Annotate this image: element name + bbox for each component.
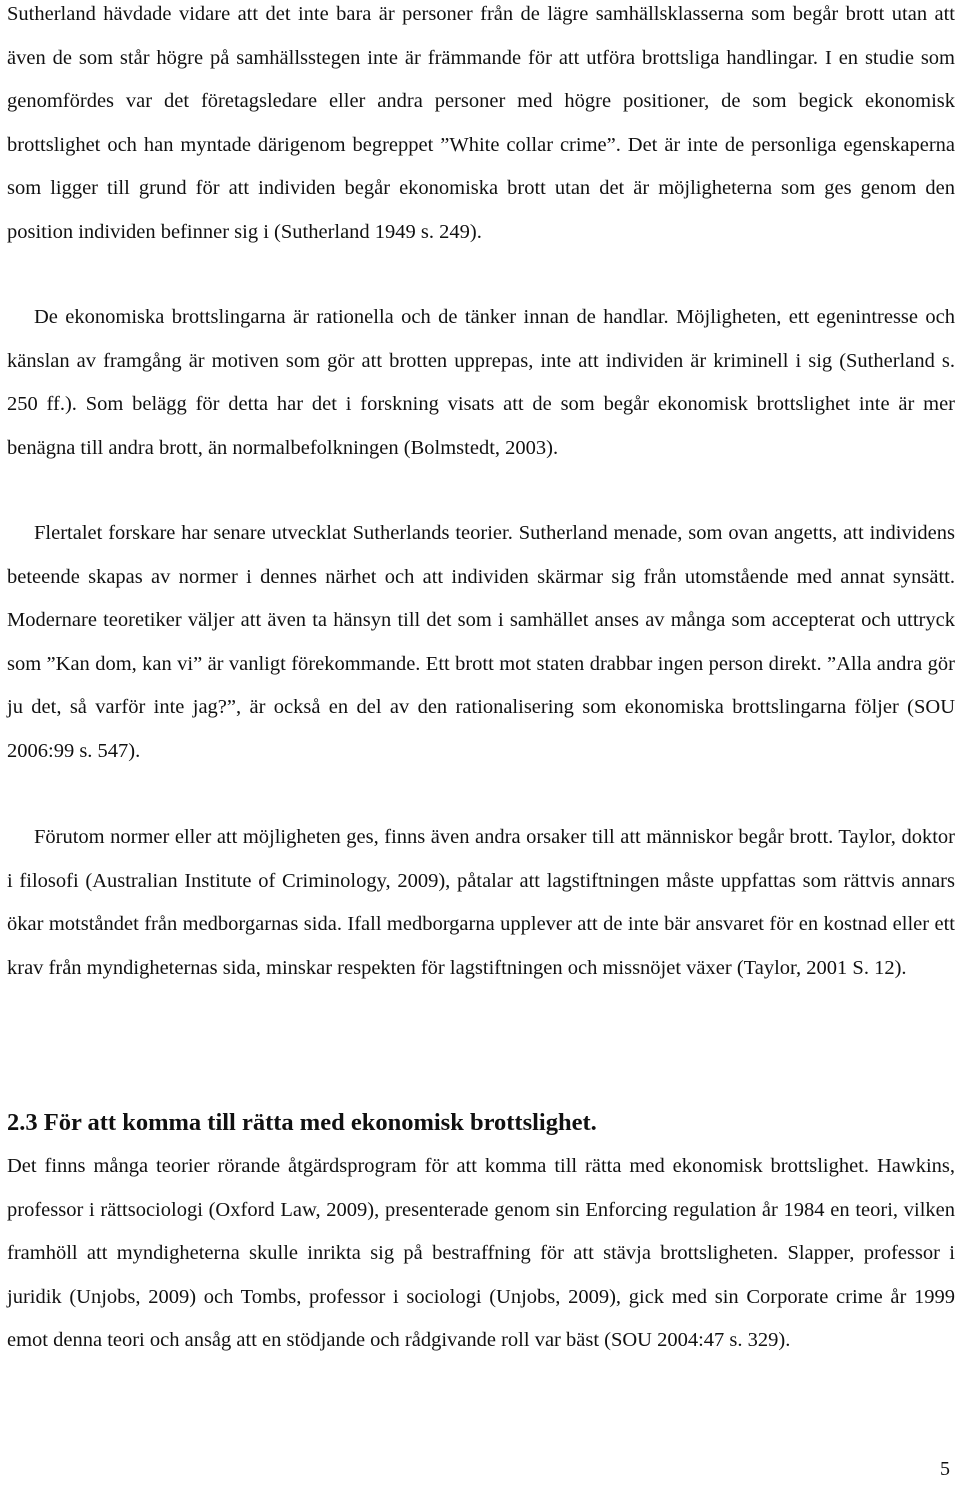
paragraph-later-theories: Flertalet forskare har senare utvecklat Sutherlands teorier. Sutherland menade, som ovan angetts, att individens beteende skapas av normer i dennes närhet och att individen skärmar sig från utomstående med annat synsätt. Modernare teoretiker väljer att även ta hänsyn till det som i samhället anses av många som accepterat och uttryck som ”Kan dom, kan vi” är vanligt förekommande. Ett brott mot staten drabbar ingen person direkt. ”Alla andra gör ju det, så varför inte jag?”, är också en del av den rationalisering som ekonomiska brottslingarna följer (SOU 2006:99 s. 547).: [7, 522, 955, 762]
page-number: 5: [940, 1458, 950, 1480]
paragraph-rational-offenders: De ekonomiska brottslingarna är rationella och de tänker innan de handlar. Möjligheten, ett egenintresse och känslan av framgång är motiven som gör att brotten upprepas, inte att individen är kriminell i sig (Sutherland s. 250 ff.). Som belägg för detta har det i forskning visats att de som begår ekonomisk brottslighet inte är mer benägna till andra brott, än normalbefolkningen (Bolmstedt, 2003).: [7, 306, 955, 459]
paragraph-sutherland-white-collar: Sutherland hävdade vidare att det inte bara är personer från de lägre samhällsklasserna som begår brott utan att även de som står högre på samhällsstegen inte är främmande för att utföra brottsliga handlingar. I en studie som genomfördes var det företagsledare eller andra personer med högre positioner, de som begick ekonomisk brottslighet och han myntade därigenom begreppet ”White collar crime”. Det är inte de personliga egenskaperna som ligger till grund för att individen begår ekonomiska brott utan det är möjligheterna som ges genom den position individen befinner sig i (Sutherland 1949 s. 249).: [7, 3, 955, 243]
paragraph-other-causes: Förutom normer eller att möjligheten ges, finns även andra orsaker till att människor begår brott. Taylor, doktor i filosofi (Australian Institute of Criminology, 2009), påtalar att lagstiftningen måste uppfattas som rättvis annars ökar motståndet från medborgarnas sida. Ifall medborgarna upplever att de inte bär ansvaret för en kostnad eller ett krav från myndigheternas sida, minskar respekten för lagstiftningen och missnöjet växer (Taylor, 2001 S. 12).: [7, 826, 955, 979]
paragraph-countermeasures: Det finns många teorier rörande åtgärdsprogram för att komma till rätta med ekonomisk brottslighet. Hawkins, professor i rättsociologi (Oxford Law, 2009), presenterade genom sin Enforcing regulation år 1984 en teori, vilken framhöll att myndigheterna skulle inrikta sig på bestraffning för att stävja brottsligheten. Slapper, professor i juridik (Unjobs, 2009) och Tombs, professor i sociologi (Unjobs, 2009), gick med sin Corporate crime år 1999 emot denna teori och ansåg att en stödjande och rådgivande roll var bäst (SOU 2004:47 s. 329).: [7, 1155, 955, 1351]
section-heading: 2.3 För att komma till rätta med ekonomisk brottslighet.: [7, 1109, 597, 1136]
